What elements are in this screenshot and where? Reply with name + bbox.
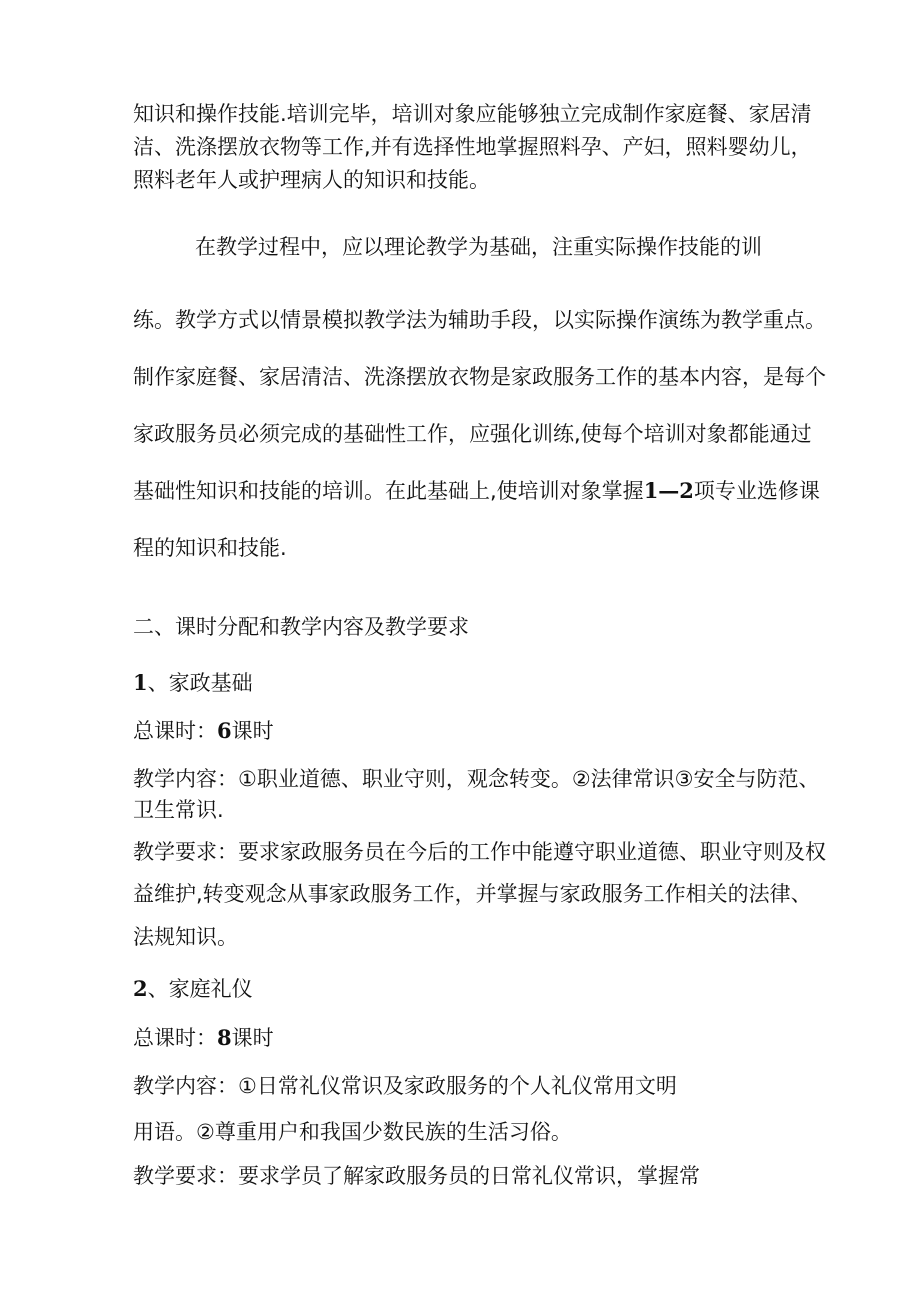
section-heading: 二、课时分配和教学内容及教学要求 [133,615,469,639]
course-1-title [133,669,253,697]
course-1-requirement-line-1: 教学要求：要求家政服务员在今后的工作中能遵守职业道德、职业守则及权 [133,840,826,864]
course-2-content-line-1: 教学内容：①日常礼仪常识及家政服务的个人礼仪常用文明 [133,1074,677,1098]
course-1-hours-unit: 课时 [231,719,274,743]
teaching-line-5 [133,477,820,505]
teaching-line-5-prefix: 基础性知识和技能的培训。在此基础上,使培训对象掌握 [133,479,644,503]
intro-line-1: 知识和操作技能.培训完毕，培训对象应能够独立完成制作家庭餐、家居清 [133,102,812,126]
course-1-hours-label: 总课时： [133,719,217,743]
course-2-name: 、家庭礼仪 [147,977,253,1001]
course-1-number: 1 [133,670,148,695]
course-1-hours [133,717,274,745]
course-2-hours-unit: 课时 [231,1026,274,1050]
course-1-requirement-line-2: 益维护,转变观念从事家政服务工作，并掌握与家政服务工作相关的法律、 [133,882,812,906]
course-2-requirement-line-1: 教学要求：要求学员了解家政服务员的日常礼仪常识，掌握常 [133,1164,700,1188]
course-2-title [133,975,253,1003]
teaching-line-3: 制作家庭餐、家居清洁、洗涤摆放衣物是家政服务工作的基本内容，是每个 [133,365,826,389]
intro-line-2: 洁、洗涤摆放衣物等工作,并有选择性地掌握照料孕、产妇，照料婴幼儿， [133,135,812,159]
course-1-name: 、家政基础 [147,671,253,695]
teaching-line-5-suffix: 项专业选修课 [693,479,820,503]
course-1-hours-value: 6 [217,718,232,743]
course-1-requirement-line-3: 法规知识。 [133,925,238,949]
course-1-content-line-1: 教学内容：①职业道德、职业守则，观念转变。②法律常识③安全与防范、 [133,767,820,791]
intro-line-3: 照料老年人或护理病人的知识和技能。 [133,168,490,192]
teaching-line-1: 在教学过程中，应以理论教学为基础，注重实际操作技能的训 [195,235,762,259]
course-2-hours-value: 8 [217,1025,232,1050]
course-2-hours [133,1024,274,1052]
teaching-line-4: 家政服务员必须完成的基础性工作，应强化训练,使每个培训对象都能通过 [133,422,812,446]
elective-count: 1—2 [643,478,694,503]
teaching-line-2: 练。教学方式以情景模拟教学法为辅助手段，以实际操作演练为教学重点。 [133,308,826,332]
course-2-content-line-2: 用语。②尊重用户和我国少数民族的生活习俗。 [133,1120,572,1144]
teaching-line-6: 程的知识和技能. [133,536,287,560]
course-2-hours-label: 总课时： [133,1026,217,1050]
course-2-number: 2 [133,976,148,1001]
course-1-content-line-2: 卫生常识. [133,798,224,822]
